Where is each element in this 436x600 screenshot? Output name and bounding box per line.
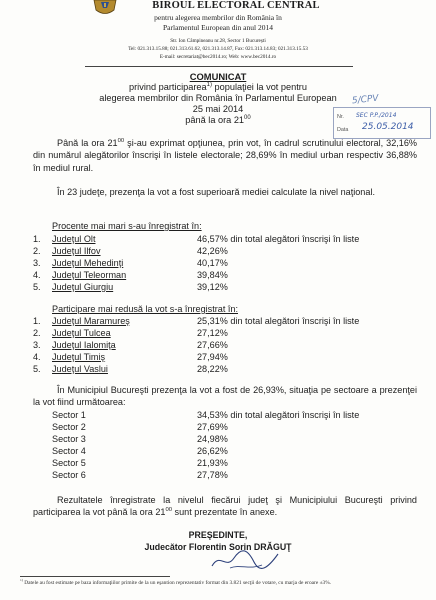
institution-line-1: pentru alegerea membrilor din România în (154, 13, 282, 22)
rank-number: 5. (33, 282, 41, 292)
signature-name: Judecător Florentin Sorin DRĂGUŢ (144, 542, 292, 552)
rank-number: 2. (33, 246, 41, 256)
stamp-data-value: 25.05.2014 (362, 122, 414, 132)
registration-stamp (333, 107, 431, 139)
turnout-value: 34,53% din total alegători înscrişi în liste (197, 410, 360, 420)
turnout-value: 39,12% (197, 282, 228, 292)
intro-b: şi-au exprimat opţiunea, prin vot, în cadrul scrutinului electoral, 32,16% din numărul alegătorilor înscrişi în listele electorale; 28,69% în mediul urban respectiv 36,88% în mediul rural. (33, 138, 417, 173)
closing-b: sunt prezentate în anexe. (172, 507, 278, 518)
footnote (20, 580, 420, 587)
communique-line1b: populaţiei la vot pentru (211, 82, 307, 92)
communique-date: 25 mai 2014 (192, 104, 244, 114)
rank-number: 3. (33, 340, 41, 350)
rank-number: 2. (33, 328, 41, 338)
turnout-value: 27,94% (197, 352, 228, 362)
institution-address: Str. Ion Câmpineanu nr.28, Sector 1 București (170, 38, 266, 44)
sector-name: Sector 2 (52, 422, 86, 432)
closing-sup: 00 (165, 507, 173, 514)
rank-number: 1. (33, 316, 41, 326)
county-name: Judeţul Giurgiu (52, 282, 114, 292)
county-name: Judeţul Tulcea (52, 328, 111, 338)
turnout-value: 27,66% (197, 340, 228, 350)
lowest-heading: Participare mai redusă la vot s-a înregistrat în: (52, 304, 238, 314)
rank-number: 1. (33, 234, 41, 244)
turnout-value: 28,22% (197, 364, 228, 374)
communique-hour-text: până la ora 21 (185, 115, 245, 125)
sector-name: Sector 4 (52, 446, 86, 456)
county-name: Judeţul Teleorman (52, 270, 127, 280)
highest-heading: Procente mai mari s-au înregistrat în: (52, 221, 202, 231)
county-name: Judeţul Maramureş (52, 316, 130, 326)
sector-name: Sector 1 (52, 410, 86, 420)
intro-paragraph (33, 137, 417, 174)
turnout-value: 27,78% (197, 470, 228, 480)
turnout-value: 46,57% din total alegători înscrişi în liste (197, 234, 360, 244)
institution-line-2: Parlamentul European din anul 2014 (163, 23, 273, 32)
sector-name: Sector 3 (52, 434, 86, 444)
turnout-value: 21,93% (197, 458, 228, 468)
stamp-data-label: Data (337, 127, 349, 133)
sector-name: Sector 5 (52, 458, 86, 468)
rank-number: 3. (33, 258, 41, 268)
counties-note: În 23 judeţe, prezenţa la vot a fost superioară mediei calculate la nivel naţional. (57, 187, 375, 197)
county-name: Judeţul Olt (52, 234, 96, 244)
turnout-value: 25,31% din total alegători înscrişi în liste (197, 316, 360, 326)
institution-phone: Tel: 021.313.15.88; 021.313.61.62, 021.313.14.87, Fax: 021.313.14.83; 021.313.15.53 (128, 46, 308, 52)
communique-line1a: privind participarea (129, 82, 207, 92)
sector-name: Sector 6 (52, 470, 86, 480)
turnout-value: 24,98% (197, 434, 228, 444)
communique-title: COMUNICAT (189, 71, 247, 82)
closing-paragraph (33, 494, 417, 519)
header-divider (85, 66, 353, 67)
county-name: Judeţul Timiş (52, 352, 106, 362)
county-name: Judeţul Ialomiţa (52, 340, 116, 350)
institution-email: E-mail: secretariat@bec2014.ro; Web: www.bec2014.ro (159, 54, 277, 60)
county-name: Judeţul Mehedinţi (52, 258, 124, 268)
communique-subtitle-1 (0, 82, 436, 93)
footnote-mark: 1) (20, 578, 23, 583)
rank-number: 5. (33, 364, 41, 374)
footnote-divider (20, 576, 170, 577)
turnout-value: 42,26% (197, 246, 228, 256)
rank-number: 4. (33, 270, 41, 280)
county-name: Judeţul Vaslui (52, 364, 108, 374)
footnote-text: Datele au fost estimate pe baza informaţiilor primite de la un eşantion reprezentativ format din 3.821 secţii de votare, cu marja de eroare ±3%. (22, 580, 332, 586)
turnout-value: 40,17% (197, 258, 228, 268)
institution-title: BIROUL ELECTORAL CENTRAL (152, 0, 320, 11)
footnote-ref: 1) (206, 81, 212, 88)
intro-a: Până la ora 21 (57, 138, 118, 148)
rank-number: 4. (33, 352, 41, 362)
communique-hour-sup: 00 (244, 114, 251, 121)
bucharest-paragraph: În Municipiul Bucureşti prezenţa la vot a fost de 26,93%, situaţia pe sectoare a prezenţei la vot fiind următoarea: (33, 385, 417, 408)
turnout-value: 39,84% (197, 270, 228, 280)
communique-subtitle-2: alegerea membrilor din România în Parlamentul European (99, 93, 337, 103)
signature-role: PREŞEDINTE, (188, 530, 248, 540)
turnout-value: 26,62% (197, 446, 228, 456)
handwritten-reference: 5/CPV (351, 93, 380, 107)
intro-sup: 00 (117, 137, 125, 144)
turnout-value: 27,69% (197, 422, 228, 432)
county-name: Judeţul Ilfov (52, 246, 101, 256)
closing-a: Rezultatele înregistrate la nivelul fiecărui judeţ şi Municipiului Bucureşti privind participarea la vot până la ora 21 (33, 495, 417, 518)
stamp-nr-value: SEC P.P./2014 (356, 112, 397, 119)
turnout-value: 27,12% (197, 328, 228, 338)
stamp-nr-label: Nr. (337, 114, 344, 120)
